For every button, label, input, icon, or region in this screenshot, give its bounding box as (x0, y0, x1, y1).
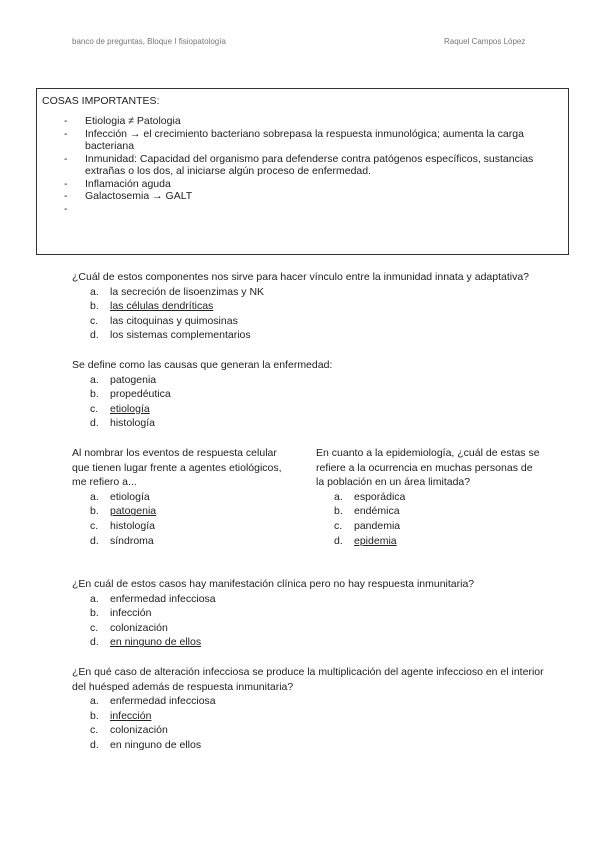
correct-answer-text: epidemia (354, 534, 397, 547)
option-letter: a. (334, 490, 343, 503)
option-letter: b. (334, 505, 343, 518)
option-text: pandemia (354, 519, 401, 532)
answer-option (72, 314, 572, 329)
option-letter: a. (90, 592, 99, 605)
header-right: Raquel Campos López (444, 37, 526, 46)
option-text: etiología (110, 490, 150, 503)
option-letter: c. (90, 724, 99, 737)
question-text: Se define como las causas que generan la enfermedad: (72, 359, 333, 371)
answer-option (316, 490, 541, 505)
option-letter: c. (90, 621, 99, 634)
answer-option (72, 299, 572, 314)
correct-answer-text: en ninguno de ellos (110, 636, 202, 649)
note-item: - Etiologia ≠ Patologia (42, 115, 563, 128)
option-letter: b. (90, 709, 99, 722)
answer-option (72, 387, 572, 402)
note-item (42, 203, 563, 216)
answer-option (72, 402, 572, 417)
option-letter: d. (90, 534, 99, 547)
answer-option (72, 328, 572, 343)
answer-option (72, 738, 552, 753)
option-text: infección (110, 607, 152, 620)
option-letter: a. (90, 373, 99, 386)
option-letter: d. (90, 329, 99, 342)
option-letter: a. (90, 695, 99, 708)
option-letter: d. (334, 534, 343, 547)
correct-answer-text: patogenia (110, 505, 157, 518)
answer-option (72, 373, 572, 388)
option-text: enfermedad infecciosa (110, 592, 216, 605)
correct-answer-text: las células dendríticas (110, 300, 214, 313)
question-text: En cuanto a la epidemiología, ¿cuál de estas se refiere a la ocurrencia en muchas personas de la población en un área limitada? (316, 447, 540, 489)
answer-option (72, 285, 572, 300)
question-2 (72, 358, 572, 431)
question-6 (72, 665, 552, 753)
option-text: la secreción de lisoenzimas y NK (110, 285, 265, 298)
header-left: banco de preguntas, Bloque I fisiopatología (72, 37, 226, 46)
answer-option (72, 504, 292, 519)
answer-option (72, 519, 292, 534)
note-item: - Galactosemia → GALT (42, 190, 563, 203)
question-text: ¿Cuál de estos componentes nos sirve para hacer vínculo entre la inmunidad innata y adaptativa? (72, 271, 530, 283)
option-text: colonización (110, 621, 168, 634)
question-5 (72, 577, 572, 650)
option-letter: c. (90, 402, 99, 415)
note-item: - Infección → el crecimiento bacteriano sobrepasa la respuesta inmunológica; aumenta la carga bacteriana (42, 128, 563, 153)
option-text: síndroma (110, 534, 154, 547)
option-letter: a. (90, 490, 99, 503)
answer-option (316, 504, 541, 519)
option-text: enfermedad infecciosa (110, 695, 216, 708)
question-4 (316, 446, 541, 548)
option-letter: d. (90, 738, 99, 751)
option-letter: d. (90, 417, 99, 430)
question-text: ¿En cuál de estos casos hay manifestación clínica pero no hay respuesta inmunitaria? (72, 578, 475, 590)
option-text: histología (110, 519, 155, 532)
option-letter: b. (90, 388, 99, 401)
option-text: colonización (110, 724, 168, 737)
option-text: las citoquinas y quimosinas (110, 314, 238, 327)
answer-option (72, 723, 552, 738)
notes-title: COSAS IMPORTANTES: (42, 95, 160, 107)
option-letter: c. (90, 314, 99, 327)
answer-option (316, 534, 541, 549)
option-letter: b. (90, 300, 99, 313)
option-letter: b. (90, 505, 99, 518)
answer-option (72, 621, 572, 636)
note-item: - Inmunidad: Capacidad del organismo para defenderse contra patógenos específicos, sustancias extrañas o los dos, al iniciarse algún proceso de enfermedad. (42, 153, 563, 178)
answer-option (72, 592, 572, 607)
correct-answer-text: infección (110, 709, 152, 722)
option-text: propedéutica (110, 388, 171, 401)
answer-option (72, 416, 572, 431)
question-1 (72, 270, 572, 343)
answer-option (72, 490, 292, 505)
answer-option (72, 694, 552, 709)
question-text: Al nombrar los eventos de respuesta celular que tienen lugar frente a agentes etiológicos, me refiero a... (72, 447, 282, 489)
option-text: los sistemas complementarios (110, 329, 251, 342)
question-text: ¿En qué caso de alteración infecciosa se produce la multiplicación del agente infeccioso en el interior del huésped además de respuesta inmunitaria? (72, 666, 544, 693)
option-text: patogenia (110, 373, 157, 386)
option-letter: d. (90, 636, 99, 649)
option-letter: a. (90, 285, 99, 298)
option-letter: c. (334, 519, 343, 532)
option-letter: b. (90, 607, 99, 620)
option-letter: c. (90, 519, 99, 532)
important-notes-box (36, 88, 569, 255)
answer-option (316, 519, 541, 534)
option-text: endémica (354, 505, 400, 518)
question-3 (72, 446, 292, 548)
correct-answer-text: etiología (110, 402, 150, 415)
answer-option (72, 709, 552, 724)
notes-list (42, 115, 563, 215)
option-text: histología (110, 417, 155, 430)
option-text: esporádica (354, 490, 406, 503)
answer-option (72, 534, 292, 549)
option-text: en ninguno de ellos (110, 738, 202, 751)
answer-option (72, 635, 572, 650)
note-item: - Inflamación aguda (42, 178, 563, 191)
answer-option (72, 606, 572, 621)
